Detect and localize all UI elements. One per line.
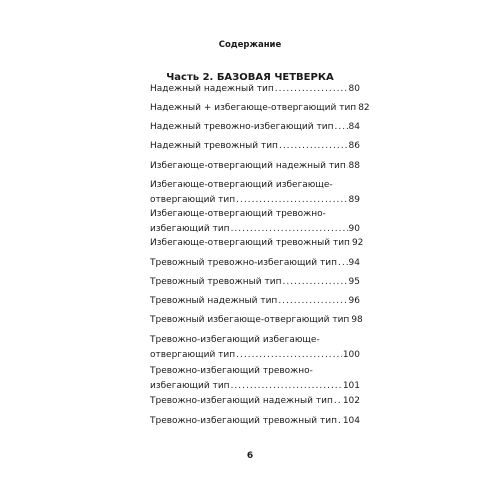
page-header: Содержание: [218, 40, 282, 50]
dot-leader: [279, 139, 348, 154]
toc-entry-title: Тревожный тревожно-избегающий тип: [150, 258, 337, 268]
toc-entry-page: 100: [342, 350, 360, 360]
dot-leader: [278, 294, 347, 309]
dot-leader: [275, 82, 348, 97]
toc-entry-line: [150, 236, 364, 251]
part-title: Часть 2. БАЗОВАЯ ЧЕТВЕРКА: [166, 72, 334, 83]
toc-entry-page: 98: [351, 315, 363, 325]
toc-entry-title: Избегающе-отвергающий тревожно-: [150, 209, 326, 219]
toc-entry-title: Избегающе-отвергающий избегающе-: [150, 180, 333, 190]
toc-entry-title: Тревожно-избегающий тревожный тип: [150, 416, 337, 426]
toc-entry-page: 94: [348, 258, 360, 268]
toc-entry-line: [150, 101, 370, 116]
toc-entry-title: Надежный надежный тип: [150, 84, 274, 94]
toc-entry-line: [150, 207, 360, 222]
toc-entry-title: Избегающе-отвергающий надежный тип: [150, 161, 346, 171]
page-number: 6: [246, 451, 254, 461]
toc-entry-title: Надежный + избегающе-отвергающий тип: [150, 103, 357, 113]
toc-entry: [150, 159, 360, 174]
toc-entry-line: [150, 256, 360, 271]
toc-entry: [150, 256, 360, 271]
dot-leader: [338, 256, 348, 271]
toc-entry-title: отвергающий тип: [150, 350, 236, 360]
dot-leader: [282, 275, 347, 290]
toc-entry-line: [150, 275, 360, 290]
toc-entry-title: Тревожный тревожный тип: [150, 277, 282, 287]
toc-entry-title: Надежный тревожный тип: [150, 141, 278, 151]
toc-entry-line: [150, 139, 360, 154]
toc-entry-line: [150, 82, 360, 97]
toc-entry-line: [150, 414, 360, 429]
toc-entry-page: 96: [348, 296, 360, 306]
toc-entry: [150, 364, 360, 394]
toc-entry-line: [150, 222, 360, 237]
toc-entry-line: [150, 333, 360, 348]
toc-entry: [150, 275, 360, 290]
toc-entry-title: Тревожно-избегающий избегающе-: [150, 335, 320, 345]
toc-entry: [150, 207, 360, 237]
toc-entry: [150, 178, 360, 208]
dot-leader: [334, 120, 347, 135]
dot-leader: [236, 193, 347, 208]
toc-entry-title: Тревожный надежный тип: [150, 296, 278, 306]
toc-entry-line: [150, 120, 360, 135]
dot-leader: [231, 379, 342, 394]
dot-leader: [338, 414, 342, 429]
toc-entry-page: 82: [358, 103, 370, 113]
toc-entry-title: избегающий тип: [150, 381, 230, 391]
toc-entry-page: 101: [342, 381, 360, 391]
toc-entry: [150, 414, 360, 429]
dot-leader: [347, 159, 348, 174]
toc-entry: [150, 333, 360, 363]
toc-entry-page: 102: [342, 396, 360, 406]
toc-entry: [150, 394, 360, 409]
toc-entry-page: 88: [348, 161, 360, 171]
toc-entry-title: отвергающий тип: [150, 195, 236, 205]
toc-entry-line: [150, 159, 360, 174]
toc-entry: [150, 313, 363, 328]
toc-entry-title: Избегающе-отвергающий тревожный тип: [150, 238, 350, 248]
toc-entry: [150, 236, 364, 251]
toc-entry-title: Тревожный избегающе-отвергающий тип: [150, 315, 350, 325]
toc-entry: [150, 101, 370, 116]
toc-entry-page: 104: [342, 416, 360, 426]
toc-entry-line: [150, 394, 360, 409]
toc-entry-line: [150, 364, 360, 379]
toc-entry-page: 89: [348, 195, 360, 205]
dot-leader: [231, 222, 348, 237]
dot-leader: [334, 394, 342, 409]
toc-entry-line: [150, 294, 360, 309]
toc-entry-title: избегающий тип: [150, 224, 230, 234]
toc-entry-page: 90: [348, 224, 360, 234]
toc-entry-page: 84: [348, 122, 360, 132]
toc-entry-title: Надежный тревожно-избегающий тип: [150, 122, 334, 132]
toc-entry-line: [150, 178, 360, 193]
toc-entry: [150, 120, 360, 135]
toc-entry-page: 95: [348, 277, 360, 287]
toc-entry-page: 80: [348, 84, 360, 94]
toc-entry: [150, 82, 360, 97]
toc-entry-line: [150, 313, 363, 328]
dot-leader: [236, 348, 342, 363]
toc-entry-title: Тревожно-избегающий тревожно-: [150, 366, 313, 376]
toc-entry-line: [150, 379, 360, 394]
toc-entry-title: Тревожно-избегающий надежный тип: [150, 396, 333, 406]
toc-entry-page: 92: [351, 238, 364, 248]
toc-entry-line: [150, 348, 360, 363]
toc-entry: [150, 139, 360, 154]
toc-entry: [150, 294, 360, 309]
toc-entry-page: 86: [348, 141, 360, 151]
toc-entry-line: [150, 193, 360, 208]
